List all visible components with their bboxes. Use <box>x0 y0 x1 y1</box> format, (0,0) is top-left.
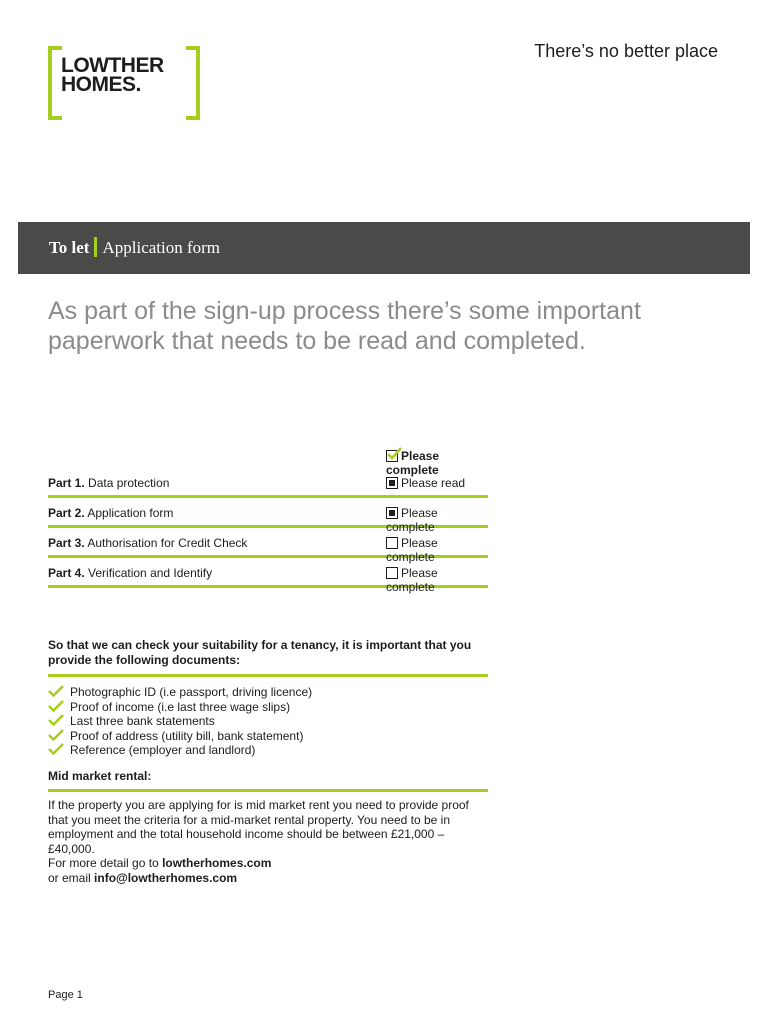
checkmark-icon <box>48 685 64 698</box>
banner-divider <box>94 237 97 257</box>
part-status: Please complete <box>386 506 438 534</box>
logo-bracket-right <box>186 46 200 120</box>
logo-text <box>61 56 164 94</box>
empty-checkbox-icon[interactable] <box>386 537 398 549</box>
email-prefix: or email <box>48 870 91 885</box>
banner-application-form: Application form <box>102 238 221 257</box>
part-name: Authorisation for Credit Check <box>87 536 248 550</box>
filled-checkbox-icon[interactable] <box>386 507 398 519</box>
logo-bracket-left <box>48 46 62 120</box>
documents-heading: So that we can check your suitability for a tenancy, it is important that you provide the following documents: <box>48 638 488 677</box>
filled-checkbox-icon[interactable] <box>386 477 398 489</box>
page-number: Page 1 <box>48 989 83 1001</box>
part-row <box>48 498 488 534</box>
email-link[interactable]: info@lowtherhomes.com <box>94 870 238 885</box>
legend-label: Please complete <box>386 449 440 477</box>
part-number: Part 2. <box>48 506 85 520</box>
part-status: Please read <box>401 476 466 490</box>
part-row <box>48 528 488 564</box>
part-name: Application form <box>87 506 174 520</box>
required-documents <box>48 638 488 758</box>
banner-to-let: To let <box>49 238 90 257</box>
tagline: There’s no better place <box>534 41 718 61</box>
parts-list <box>48 446 488 594</box>
website-link[interactable]: lowtherhomes.com <box>162 856 272 870</box>
part-number: Part 4. <box>48 566 85 580</box>
list-item: Last three bank statements <box>48 714 488 729</box>
part-status: Please complete <box>386 536 438 564</box>
part-row <box>48 558 488 594</box>
intro-text: As part of the sign-up process there’s some important paperwork that needs to be read and completed. <box>48 297 641 355</box>
legend-row <box>48 446 488 477</box>
part-status: Please complete <box>386 566 438 594</box>
empty-checkbox-icon[interactable] <box>386 567 398 579</box>
part-row <box>48 468 488 498</box>
part-name: Data protection <box>88 476 170 490</box>
banner-title <box>49 237 220 258</box>
checked-box-icon <box>386 450 398 462</box>
checkmark-icon <box>48 700 64 713</box>
title-banner <box>18 222 750 274</box>
logo-line1: LOWTHER <box>61 54 164 77</box>
list-item: Photographic ID (i.e passport, driving licence) <box>48 685 488 700</box>
logo-line2: HOMES. <box>61 73 141 96</box>
part-number: Part 3. <box>48 536 85 550</box>
list-item: Proof of income (i.e last three wage slips) <box>48 700 488 715</box>
checkmark-icon <box>48 714 64 727</box>
more-info <box>48 856 488 885</box>
more-info-prefix: For more detail go to <box>48 856 159 870</box>
mid-market-body: If the property you are applying for is mid market rent you need to provide proof that you meet the criteria for a mid-market rental property. You need to be in employment and the total household income should be between £21,000 – £40,000. <box>48 798 469 856</box>
checkmark-icon <box>48 743 64 756</box>
list-item: Reference (employer and landlord) <box>48 743 488 758</box>
mid-market-heading: Mid market rental: <box>48 769 488 792</box>
checkmark-icon <box>48 729 64 742</box>
lowther-homes-logo <box>48 46 200 120</box>
list-item: Proof of address (utility bill, bank statement) <box>48 729 488 744</box>
part-name: Verification and Identify <box>88 566 213 580</box>
documents-list <box>48 685 488 758</box>
part-number: Part 1. <box>48 476 85 490</box>
